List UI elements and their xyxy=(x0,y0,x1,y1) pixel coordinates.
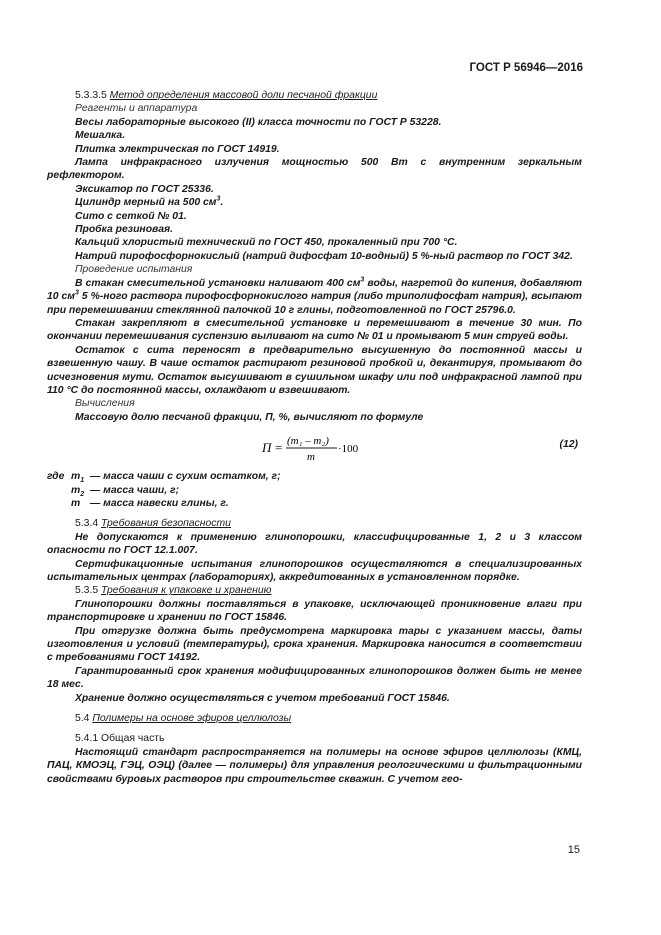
paragraph: Глинопорошки должны поставляться в упаковке, исключающей проникновение влаги при транспортировке и хранении по ГОСТ 15846. xyxy=(47,598,582,624)
list-item: Эксикатор по ГОСТ 25336. xyxy=(75,183,214,195)
list-item: Мешалка. xyxy=(75,130,126,142)
section-number: 5.4 xyxy=(75,713,90,725)
subheading-reagents: Реагенты и аппаратура xyxy=(75,103,198,115)
calc-paragraph: Массовую долю песчаной фракции, П, %, вычисляют по формуле xyxy=(75,411,424,423)
where-row xyxy=(47,470,582,483)
where-var xyxy=(71,497,87,510)
list-item: Пробка резиновая. xyxy=(75,224,173,236)
var-subscript: 1 xyxy=(80,477,85,485)
formula-lhs: П xyxy=(262,440,272,456)
section-number: 5.3.3.5 xyxy=(75,90,107,101)
formula-equals: = xyxy=(275,440,283,456)
section-title: Полимеры на основе эфиров целлюлозы xyxy=(92,713,292,725)
procedure-paragraph: Остаток с сита переносят в предварительно высушенную до постоянной массы и взвешенную чашу. В чаше остаток растирают резиновой пробкой и, декантируя, промывают до исчезновения мути. Остаток высушивают в сушильном шкафу или под инфракрасной лампой при 110 °С до постоянной массы, охлаждают и взвешивают. xyxy=(47,344,582,396)
formula-block xyxy=(47,428,582,468)
formula-graphic xyxy=(47,428,582,468)
list-item: Лампа инфракрасного излучения мощностью 500 Вт с внутренним зеркальным рефлектором. xyxy=(47,157,582,182)
section-title: Требования к упаковке и хранению xyxy=(101,585,272,597)
punctuation: . xyxy=(220,197,224,209)
section-title: Метод определения массовой доли песчаной фракции xyxy=(109,90,378,101)
paragraph: Хранение должно осуществляться с учетом требований ГОСТ 15846. xyxy=(75,692,450,704)
superscript: 3 xyxy=(74,289,79,297)
list-item-text: Цилиндр мерный на 500 см xyxy=(75,197,217,209)
paragraph: Настоящий стандарт распространяется на полимеры на основе эфиров целлюлозы (КМЦ, ПАЦ, КМОЭЦ, ГЭЦ, ОЭЦ) (далее — полимеры) для управления реологическими и фильтрационными свойствами буровых растворов при строительстве скважин. С учетом гео- xyxy=(47,746,582,785)
where-var xyxy=(71,484,87,497)
section-number: 5.3.4 xyxy=(75,518,99,530)
list-item: Кальций хлористый технический по ГОСТ 450, прокаленный при 700 °С. xyxy=(75,237,458,249)
section-heading-535 xyxy=(47,584,582,597)
where-row xyxy=(47,484,582,497)
var-letter: m xyxy=(71,471,81,483)
var-subscript: 2 xyxy=(80,490,85,498)
paragraph: Не допускаются к применению глинопорошки, классифицированные 1, 2 и 3 классом опасности по ГОСТ 12.1.007. xyxy=(47,531,582,557)
where-desc: — масса чаши, г; xyxy=(89,484,180,496)
var-letter: m xyxy=(71,484,81,496)
where-desc: — масса навески глины, г. xyxy=(89,497,229,509)
paragraph: При отгрузке должна быть предусмотрена маркировка тары с указанием массы, даты изготовления и условий (температуры), срока хранения. Маркировка наносится в соответствии с требованиями ГОСТ 14192. xyxy=(47,625,582,664)
paragraph: Гарантированный срок хранения модифицированных глинопорошков должен быть не менее 18 мес. xyxy=(47,665,582,691)
superscript: 3 xyxy=(360,276,365,284)
text: В стакан смесительной установки наливают 400 см xyxy=(75,277,361,289)
var-letter: m xyxy=(71,497,81,509)
section-heading-5335 xyxy=(47,89,582,102)
where-lead: где xyxy=(47,471,65,483)
subheading-calculations: Вычисления xyxy=(75,398,135,410)
list-item: Натрий пирофосфорнокислый (натрий дифосфат 10-водный) 5 %-ный раствор по ГОСТ 342. xyxy=(75,250,573,262)
where-row xyxy=(47,497,582,510)
list-item: Сито с сеткой № 01. xyxy=(75,210,187,222)
where-var xyxy=(71,470,87,483)
formula-denominator: m xyxy=(307,451,315,464)
formula-multiplier: ·100 xyxy=(338,443,359,456)
procedure-paragraph: Стакан закрепляют в смесительной установке и перемешивают в течение 30 мин. По окончании перемешивания суспензию выливают на сито № 01 и промывают 5 мин струей воды. xyxy=(47,317,582,343)
section-heading-534 xyxy=(47,517,582,530)
list-item-cylinder xyxy=(47,196,582,209)
paragraph: Сертификационные испытания глинопорошков осуществляются в специализированных испытательных центрах (лабораториях), аккредитованных в установленном порядке. xyxy=(47,558,582,583)
list-item: Плитка электрическая по ГОСТ 14919. xyxy=(75,143,280,155)
text: воды, нагретой до кипения, добавляют 10 см xyxy=(47,277,582,303)
page-content xyxy=(47,89,582,786)
formula-number: (12) xyxy=(559,439,578,451)
text: 5 %-ного раствора пирофосфорнокислого натрия (либо триполифосфат натрия), всыпают при перемешивании стеклянной палочкой 10 г глины, подготовленной по ГОСТ 25796.0. xyxy=(47,291,582,316)
section-number: 5.3.5 xyxy=(75,585,99,597)
superscript: 3 xyxy=(216,195,221,203)
standard-header: ГОСТ Р 56946—2016 xyxy=(469,62,583,74)
list-item: Весы лабораторные высокого (II) класса точности по ГОСТ Р 53228. xyxy=(75,116,442,128)
page-number: 15 xyxy=(567,844,580,856)
section-heading-541 xyxy=(47,732,582,745)
procedure-paragraph xyxy=(47,277,582,317)
section-title: Общая часть xyxy=(101,733,165,745)
section-heading-54 xyxy=(47,712,582,725)
section-title: Требования безопасности xyxy=(101,518,231,530)
section-number: 5.4.1 xyxy=(75,733,99,745)
where-desc: — масса чаши с сухим остатком, г; xyxy=(89,471,281,483)
formula-numerator: (m₁ – m₂) xyxy=(287,435,329,448)
subheading-procedure: Проведение испытания xyxy=(75,264,193,276)
